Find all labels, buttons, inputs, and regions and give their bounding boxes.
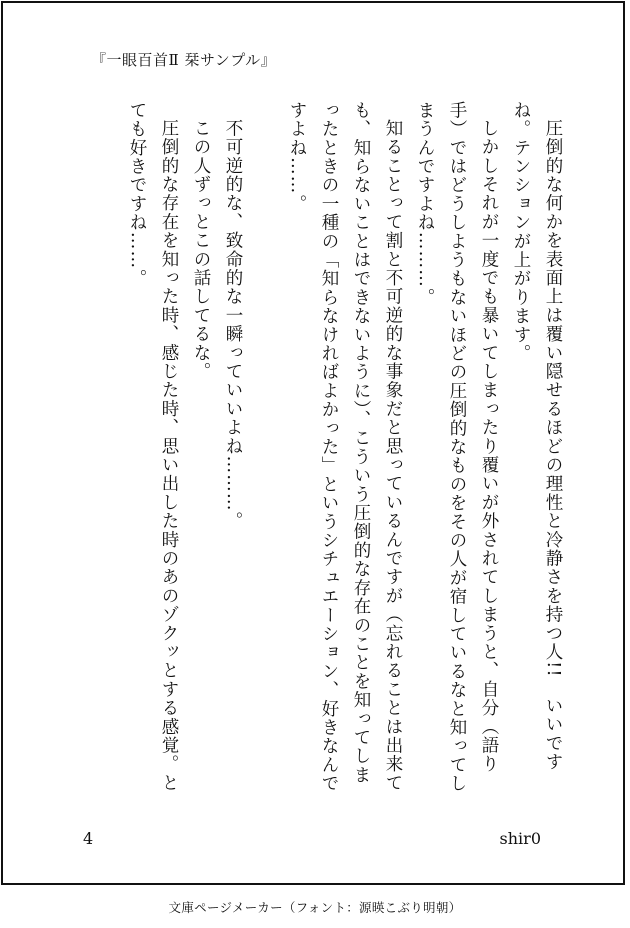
page-frame [1, 1, 625, 885]
paragraph-4: 不可逆的な、致命的な一瞬っていいよね………。 [223, 118, 243, 530]
page-number: 4 [83, 829, 94, 848]
paragraph-5: この人ずっとこの話してるな。 [191, 118, 211, 381]
footer-credit: 文庫ページメーカー（フォント：源暎こぶり明朝） [168, 900, 462, 915]
author-name: shir0 [499, 829, 541, 848]
vertical-text-body [103, 101, 569, 801]
paragraph-1: 圧倒的な何かを表面上は覆い隠せるほどの理性と冷静さを持つ人!! いいですね。テンションが上がります。 [511, 101, 563, 771]
paragraph-3: 知ることって割と不可逆的な事象だと思っているんですが（忘れることは出来ても、知らないことはできないように）、こういう圧倒的な存在のことを知ってしまったときの一種の「知らなければよかった」というシチュエーション、好きなんですよね……。 [287, 101, 403, 793]
paragraph-2: しかしそれが一度でも暴いてしまったり覆いが外されてしまうと、自分（語り手）ではどうしようもないほどの圧倒的なものをその人が宿しているなと知ってしまうんですよね………。 [415, 101, 499, 793]
paragraph-6: 圧倒的な存在を知った時、感じた時、思い出した時のあのゾクッとする感覚。とても好きですね……。 [127, 101, 179, 792]
running-header: 『一眼百首Ⅱ 栞サンプル』 [91, 51, 277, 69]
